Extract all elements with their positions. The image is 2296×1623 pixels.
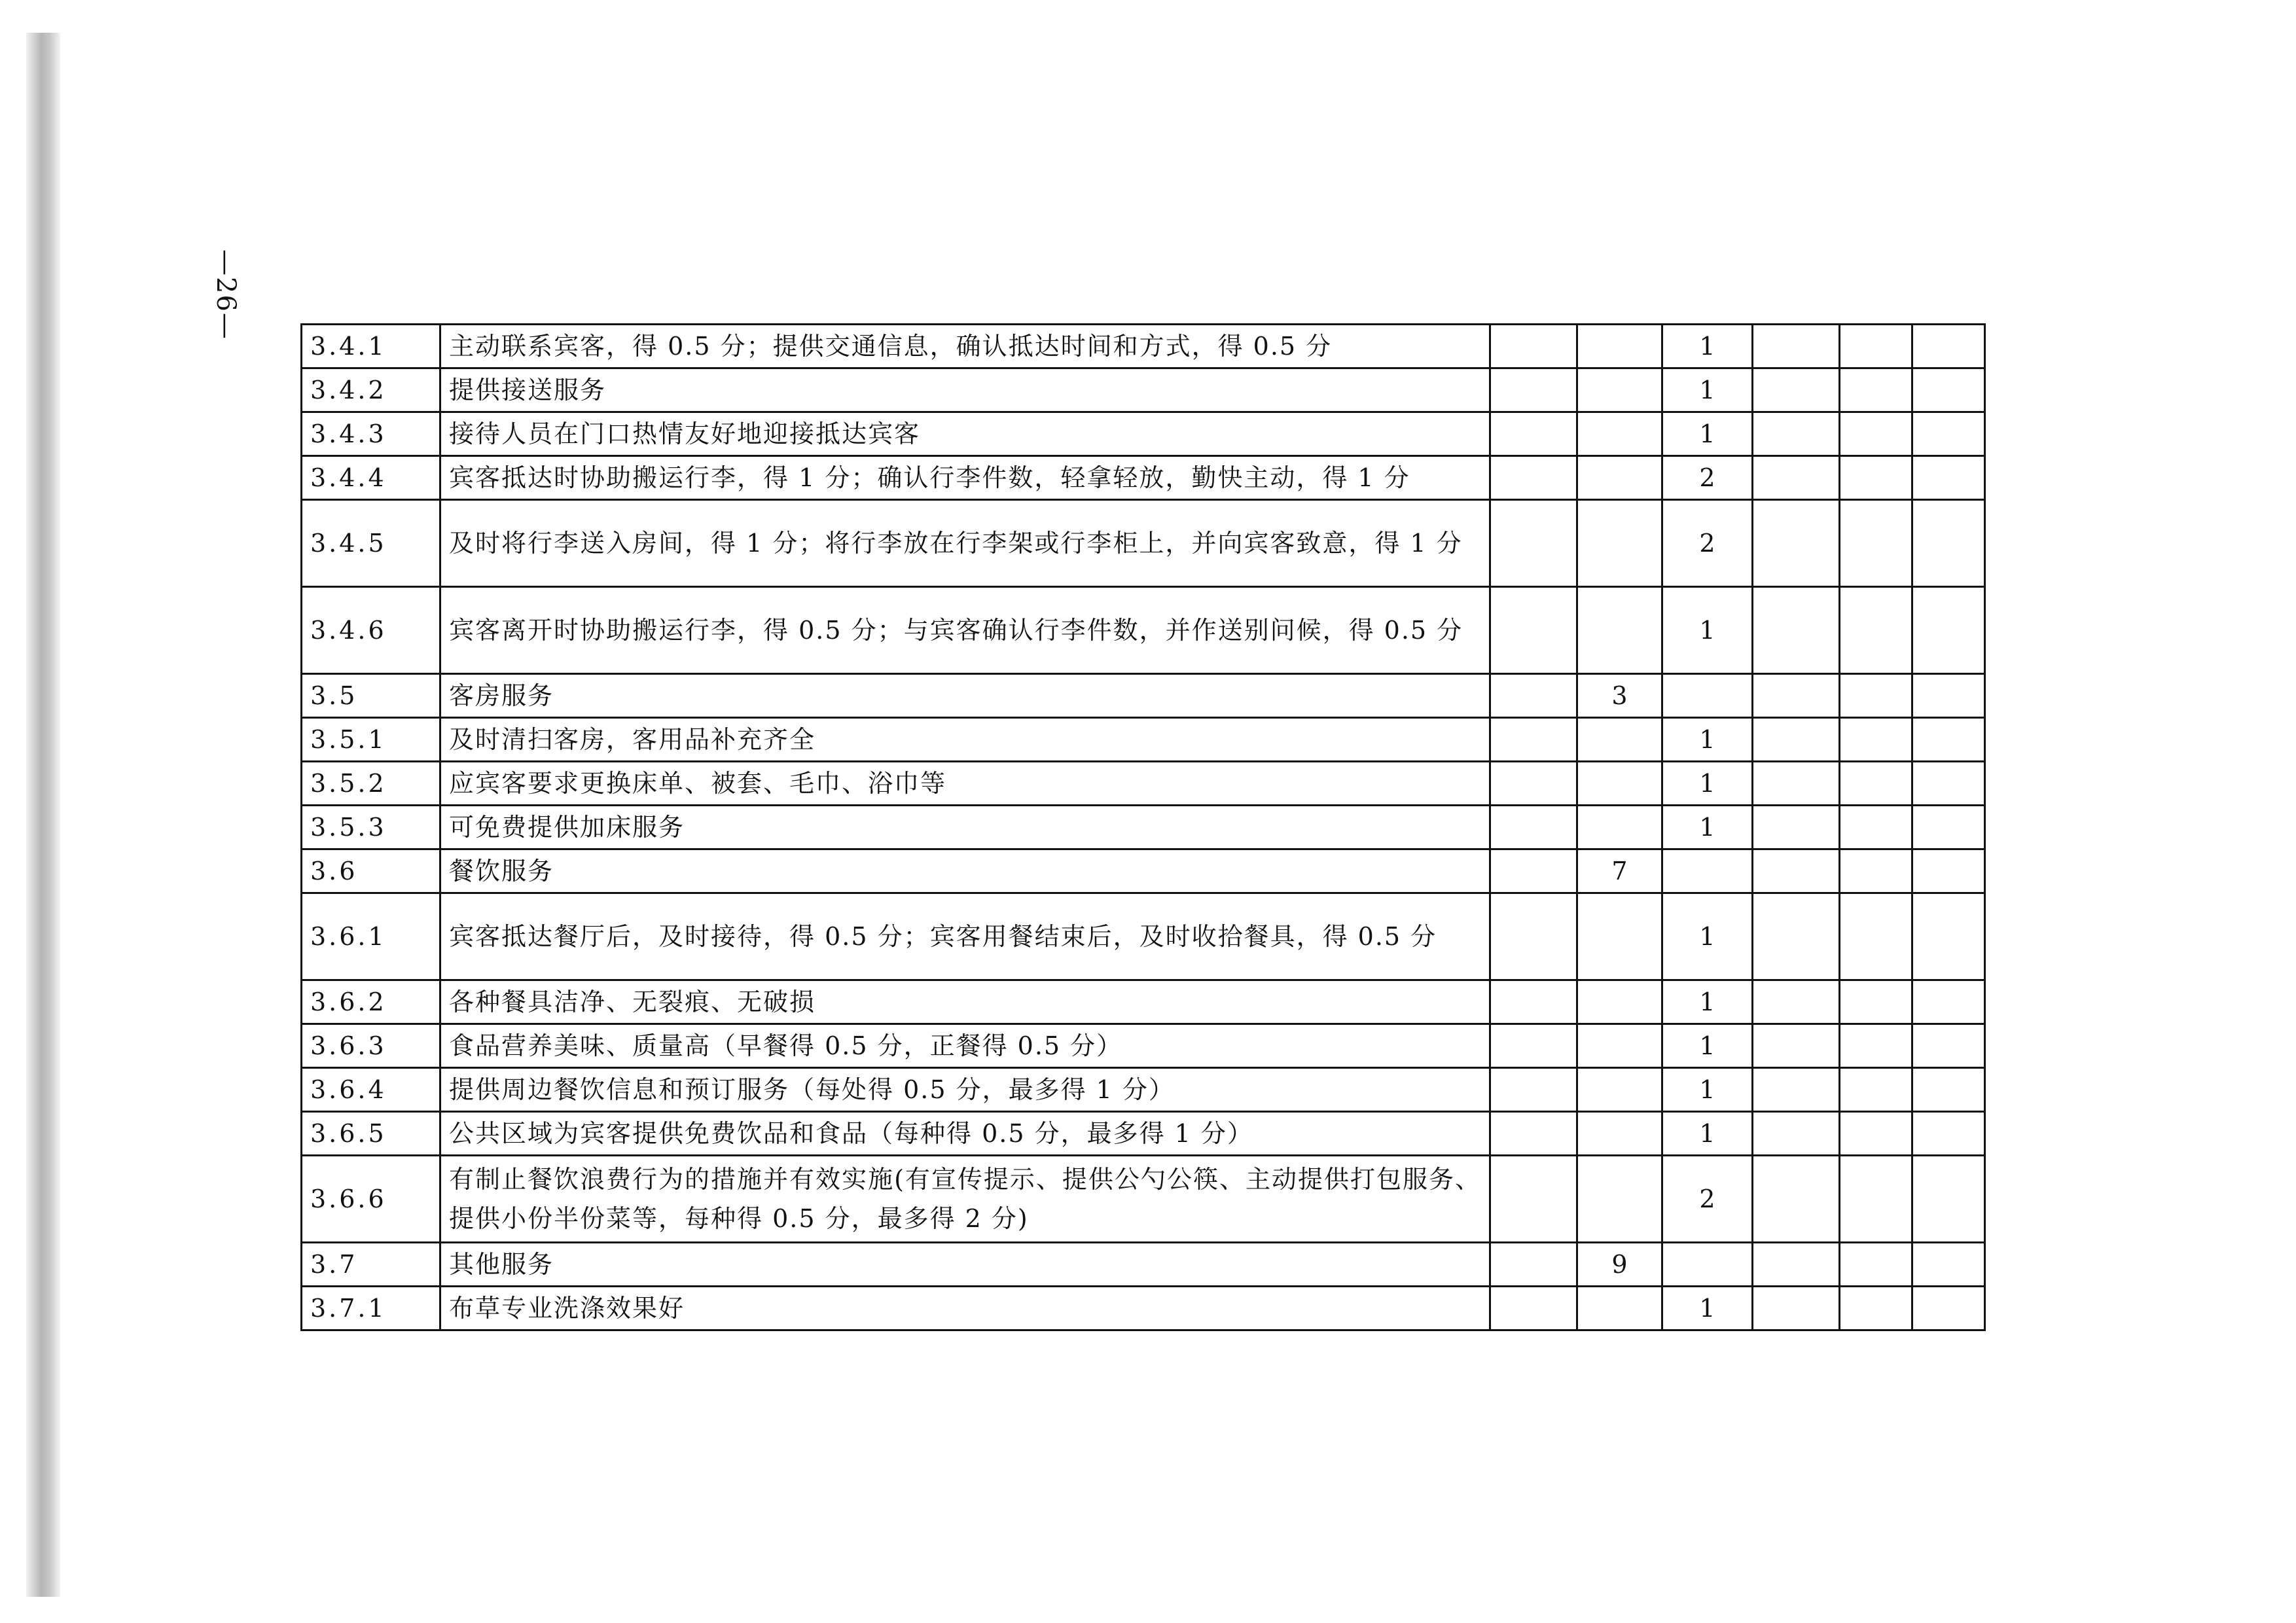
empty-cell <box>1753 1287 1840 1330</box>
empty-cell <box>1490 1243 1577 1287</box>
item-number: 3.7.1 <box>302 1287 440 1330</box>
empty-cell <box>1912 1243 1985 1287</box>
empty-cell <box>1753 1068 1840 1112</box>
empty-cell <box>1912 587 1985 674</box>
empty-cell <box>1912 718 1985 762</box>
item-number: 3.6.1 <box>302 893 440 980</box>
empty-cell <box>1840 893 1912 980</box>
empty-cell <box>1490 674 1577 718</box>
page-number: —26— <box>211 249 241 340</box>
score-cell <box>1662 674 1753 718</box>
table-row <box>302 1156 1985 1243</box>
table-row <box>302 412 1985 456</box>
item-number: 3.4.6 <box>302 587 440 674</box>
score-cell: 1 <box>1662 1287 1753 1330</box>
empty-cell <box>1753 587 1840 674</box>
sub-score-cell: 7 <box>1577 849 1662 893</box>
score-cell: 1 <box>1662 806 1753 849</box>
empty-cell <box>1840 412 1912 456</box>
score-cell: 1 <box>1662 1112 1753 1156</box>
empty-cell <box>1912 893 1985 980</box>
item-number: 3.6.3 <box>302 1024 440 1068</box>
empty-cell <box>1912 1112 1985 1156</box>
item-description: 布草专业洗涤效果好 <box>440 1287 1490 1330</box>
empty-cell <box>1490 893 1577 980</box>
table-row <box>302 762 1985 806</box>
empty-cell <box>1912 368 1985 412</box>
sub-score-cell <box>1577 980 1662 1024</box>
empty-cell <box>1490 1024 1577 1068</box>
item-number: 3.5.3 <box>302 806 440 849</box>
score-cell: 2 <box>1662 1156 1753 1243</box>
item-number: 3.6.5 <box>302 1112 440 1156</box>
sub-score-cell <box>1577 325 1662 368</box>
table-row <box>302 1243 1985 1287</box>
empty-cell <box>1840 587 1912 674</box>
item-description: 接待人员在门口热情友好地迎接抵达宾客 <box>440 412 1490 456</box>
empty-cell <box>1840 368 1912 412</box>
sub-score-cell <box>1577 762 1662 806</box>
empty-cell <box>1753 762 1840 806</box>
sub-score-cell <box>1577 1112 1662 1156</box>
table-row <box>302 806 1985 849</box>
item-number: 3.6 <box>302 849 440 893</box>
empty-cell <box>1753 1024 1840 1068</box>
table-row <box>302 980 1985 1024</box>
empty-cell <box>1753 806 1840 849</box>
empty-cell <box>1912 762 1985 806</box>
table-row <box>302 674 1985 718</box>
table-row <box>302 1287 1985 1330</box>
score-cell: 1 <box>1662 587 1753 674</box>
empty-cell <box>1490 762 1577 806</box>
table-row <box>302 1112 1985 1156</box>
empty-cell <box>1753 325 1840 368</box>
empty-cell <box>1840 849 1912 893</box>
score-cell: 1 <box>1662 718 1753 762</box>
sub-score-cell: 3 <box>1577 674 1662 718</box>
table-row <box>302 456 1985 500</box>
empty-cell <box>1840 1156 1912 1243</box>
sub-score-cell <box>1577 893 1662 980</box>
empty-cell <box>1753 500 1840 587</box>
empty-cell <box>1490 456 1577 500</box>
item-description: 及时清扫客房，客用品补充齐全 <box>440 718 1490 762</box>
empty-cell <box>1753 893 1840 980</box>
empty-cell <box>1912 412 1985 456</box>
score-cell: 2 <box>1662 456 1753 500</box>
empty-cell <box>1840 1287 1912 1330</box>
item-number: 3.5.1 <box>302 718 440 762</box>
empty-cell <box>1840 1024 1912 1068</box>
empty-cell <box>1753 1243 1840 1287</box>
empty-cell <box>1490 587 1577 674</box>
item-number: 3.4.4 <box>302 456 440 500</box>
empty-cell <box>1840 1243 1912 1287</box>
empty-cell <box>1912 500 1985 587</box>
score-cell <box>1662 1243 1753 1287</box>
item-description: 食品营养美味、质量高（早餐得 0.5 分，正餐得 0.5 分） <box>440 1024 1490 1068</box>
item-number: 3.6.6 <box>302 1156 440 1243</box>
table-row <box>302 587 1985 674</box>
empty-cell <box>1840 762 1912 806</box>
table-row <box>302 849 1985 893</box>
score-cell: 1 <box>1662 1024 1753 1068</box>
empty-cell <box>1840 1112 1912 1156</box>
score-cell: 1 <box>1662 980 1753 1024</box>
score-cell: 1 <box>1662 412 1753 456</box>
empty-cell <box>1912 980 1985 1024</box>
item-number: 3.7 <box>302 1243 440 1287</box>
sub-score-cell <box>1577 806 1662 849</box>
empty-cell <box>1490 718 1577 762</box>
sub-score-cell <box>1577 1024 1662 1068</box>
sub-score-cell <box>1577 368 1662 412</box>
score-cell: 1 <box>1662 325 1753 368</box>
empty-cell <box>1753 674 1840 718</box>
empty-cell <box>1912 456 1985 500</box>
empty-cell <box>1840 674 1912 718</box>
empty-cell <box>1840 1068 1912 1112</box>
sub-score-cell <box>1577 1287 1662 1330</box>
empty-cell <box>1840 980 1912 1024</box>
empty-cell <box>1490 1287 1577 1330</box>
empty-cell <box>1490 500 1577 587</box>
item-description: 客房服务 <box>440 674 1490 718</box>
empty-cell <box>1840 806 1912 849</box>
empty-cell <box>1490 806 1577 849</box>
empty-cell <box>1490 1156 1577 1243</box>
empty-cell <box>1912 806 1985 849</box>
empty-cell <box>1753 412 1840 456</box>
table-row <box>302 325 1985 368</box>
sub-score-cell <box>1577 412 1662 456</box>
item-number: 3.4.5 <box>302 500 440 587</box>
empty-cell <box>1490 1112 1577 1156</box>
item-description: 宾客抵达餐厅后，及时接待，得 0.5 分；宾客用餐结束后，及时收拾餐具，得 0.5 分 <box>440 893 1490 980</box>
sub-score-cell <box>1577 456 1662 500</box>
empty-cell <box>1840 325 1912 368</box>
item-number: 3.6.4 <box>302 1068 440 1112</box>
item-description: 宾客抵达时协助搬运行李，得 1 分；确认行李件数，轻拿轻放，勤快主动，得 1 分 <box>440 456 1490 500</box>
empty-cell <box>1753 1156 1840 1243</box>
item-description: 餐饮服务 <box>440 849 1490 893</box>
empty-cell <box>1840 718 1912 762</box>
item-description: 有制止餐饮浪费行为的措施并有效实施(有宣传提示、提供公勺公筷、主动提供打包服务、提供小份半份菜等，每种得 0.5 分，最多得 2 分) <box>440 1156 1490 1243</box>
score-cell: 1 <box>1662 368 1753 412</box>
sub-score-cell <box>1577 587 1662 674</box>
empty-cell <box>1490 849 1577 893</box>
empty-cell <box>1912 1287 1985 1330</box>
table-row <box>302 718 1985 762</box>
item-description: 宾客离开时协助搬运行李，得 0.5 分；与宾客确认行李件数，并作送别问候，得 0.5 分 <box>440 587 1490 674</box>
item-description: 提供接送服务 <box>440 368 1490 412</box>
score-table <box>300 323 1986 1331</box>
score-cell: 1 <box>1662 893 1753 980</box>
item-number: 3.6.2 <box>302 980 440 1024</box>
item-number: 3.4.1 <box>302 325 440 368</box>
item-description: 主动联系宾客，得 0.5 分；提供交通信息，确认抵达时间和方式，得 0.5 分 <box>440 325 1490 368</box>
empty-cell <box>1912 1024 1985 1068</box>
empty-cell <box>1753 718 1840 762</box>
table-row <box>302 368 1985 412</box>
empty-cell <box>1753 849 1840 893</box>
empty-cell <box>1912 325 1985 368</box>
empty-cell <box>1840 500 1912 587</box>
empty-cell <box>1490 325 1577 368</box>
sub-score-cell: 9 <box>1577 1243 1662 1287</box>
item-number: 3.4.3 <box>302 412 440 456</box>
empty-cell <box>1490 412 1577 456</box>
score-cell: 1 <box>1662 1068 1753 1112</box>
empty-cell <box>1753 1112 1840 1156</box>
score-cell <box>1662 849 1753 893</box>
table-row <box>302 1024 1985 1068</box>
empty-cell <box>1490 368 1577 412</box>
empty-cell <box>1912 1068 1985 1112</box>
item-number: 3.5 <box>302 674 440 718</box>
empty-cell <box>1753 368 1840 412</box>
empty-cell <box>1753 980 1840 1024</box>
empty-cell <box>1840 456 1912 500</box>
empty-cell <box>1753 456 1840 500</box>
score-cell: 1 <box>1662 762 1753 806</box>
sub-score-cell <box>1577 1156 1662 1243</box>
item-description: 各种餐具洁净、无裂痕、无破损 <box>440 980 1490 1024</box>
item-number: 3.5.2 <box>302 762 440 806</box>
item-description: 可免费提供加床服务 <box>440 806 1490 849</box>
table-row <box>302 500 1985 587</box>
score-cell: 2 <box>1662 500 1753 587</box>
empty-cell <box>1490 980 1577 1024</box>
table-row <box>302 1068 1985 1112</box>
empty-cell <box>1912 674 1985 718</box>
empty-cell <box>1490 1068 1577 1112</box>
sub-score-cell <box>1577 1068 1662 1112</box>
item-description: 公共区域为宾客提供免费饮品和食品（每种得 0.5 分，最多得 1 分） <box>440 1112 1490 1156</box>
empty-cell <box>1912 849 1985 893</box>
table-row <box>302 893 1985 980</box>
scan-edge-shadow <box>26 33 60 1597</box>
sub-score-cell <box>1577 500 1662 587</box>
item-number: 3.4.2 <box>302 368 440 412</box>
item-description: 应宾客要求更换床单、被套、毛巾、浴巾等 <box>440 762 1490 806</box>
item-description: 提供周边餐饮信息和预订服务（每处得 0.5 分，最多得 1 分） <box>440 1068 1490 1112</box>
item-description: 其他服务 <box>440 1243 1490 1287</box>
item-description: 及时将行李送入房间，得 1 分；将行李放在行李架或行李柜上，并向宾客致意，得 1 分 <box>440 500 1490 587</box>
sub-score-cell <box>1577 718 1662 762</box>
empty-cell <box>1912 1156 1985 1243</box>
